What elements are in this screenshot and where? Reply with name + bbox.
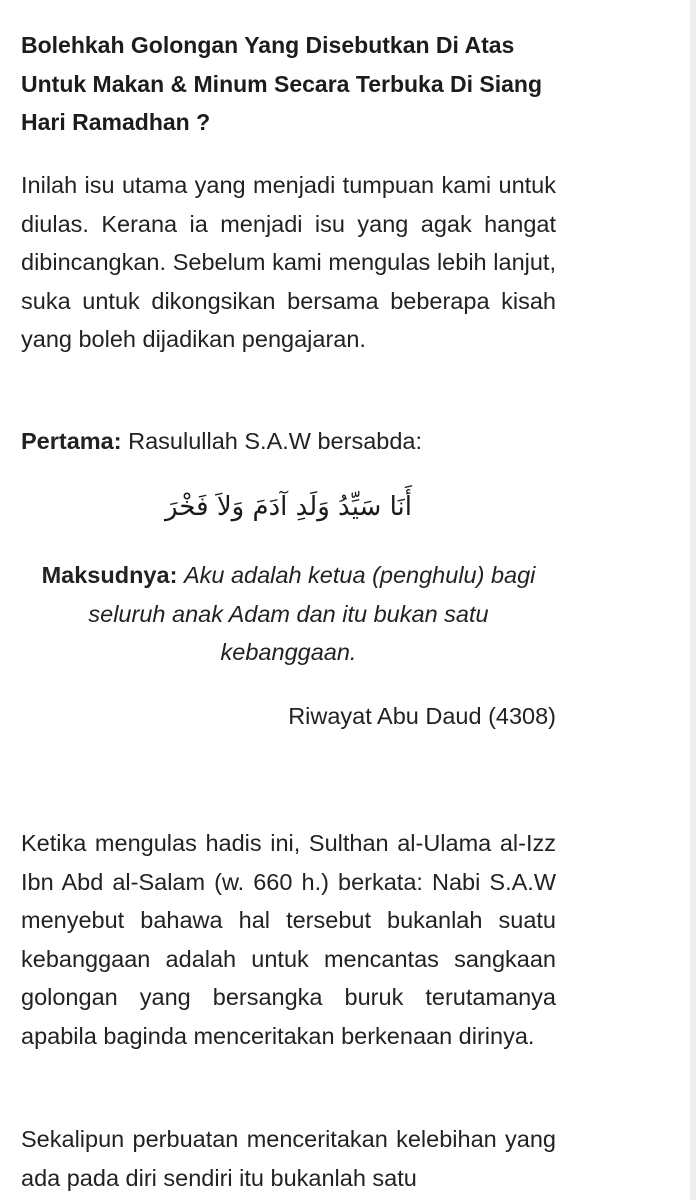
- hadith-source: Riwayat Abu Daud (4308): [288, 703, 556, 729]
- maksudnya-block: [21, 556, 556, 672]
- paragraph-continued: Sekalipun perbuatan menceritakan kelebihan yang ada pada diri sendiri itu bukanlah satu: [21, 1126, 556, 1191]
- pertama-text: Rasulullah S.A.W bersabda:: [121, 428, 423, 454]
- section-heading: Bolehkah Golongan Yang Disebutkan Di Atas Untuk Makan & Minum Secara Terbuka Di Siang Hari Ramadhan ?: [21, 32, 543, 135]
- pertama-label: Pertama:: [21, 428, 122, 454]
- maksudnya-label: Maksudnya:: [41, 562, 178, 588]
- arabic-hadith: أَنَا سَيِّدُ وَلَدِ آدَمَ وَلاَ فَخْرَ: [165, 492, 412, 522]
- maksudnya-text: Aku adalah ketua (penghulu) bagi seluruh anak Adam dan itu bukan satu kebanggaan.: [88, 562, 536, 665]
- pertama-line: [21, 422, 556, 461]
- paragraph-commentary: Ketika mengulas hadis ini, Sulthan al-Ulama al-Izz Ibn Abd al-Salam (w. 660 h.) berkata: Nabi S.A.W menyebut bahawa hal tersebut bukanlah suatu kebanggaan adalah untuk mencantas sangkaan golongan yang bersangka buruk terutamanya apabila baginda menceritakan berkenaan dirinya.: [21, 830, 556, 1049]
- scrollbar[interactable]: [690, 0, 696, 1200]
- paragraph-intro: Inilah isu utama yang menjadi tumpuan kami untuk diulas. Kerana ia menjadi isu yang agak hangat dibincangkan. Sebelum kami mengulas lebih lanjut, suka untuk dikongsikan bersama beberapa kisah yang boleh dijadikan pengajaran.: [21, 172, 556, 352]
